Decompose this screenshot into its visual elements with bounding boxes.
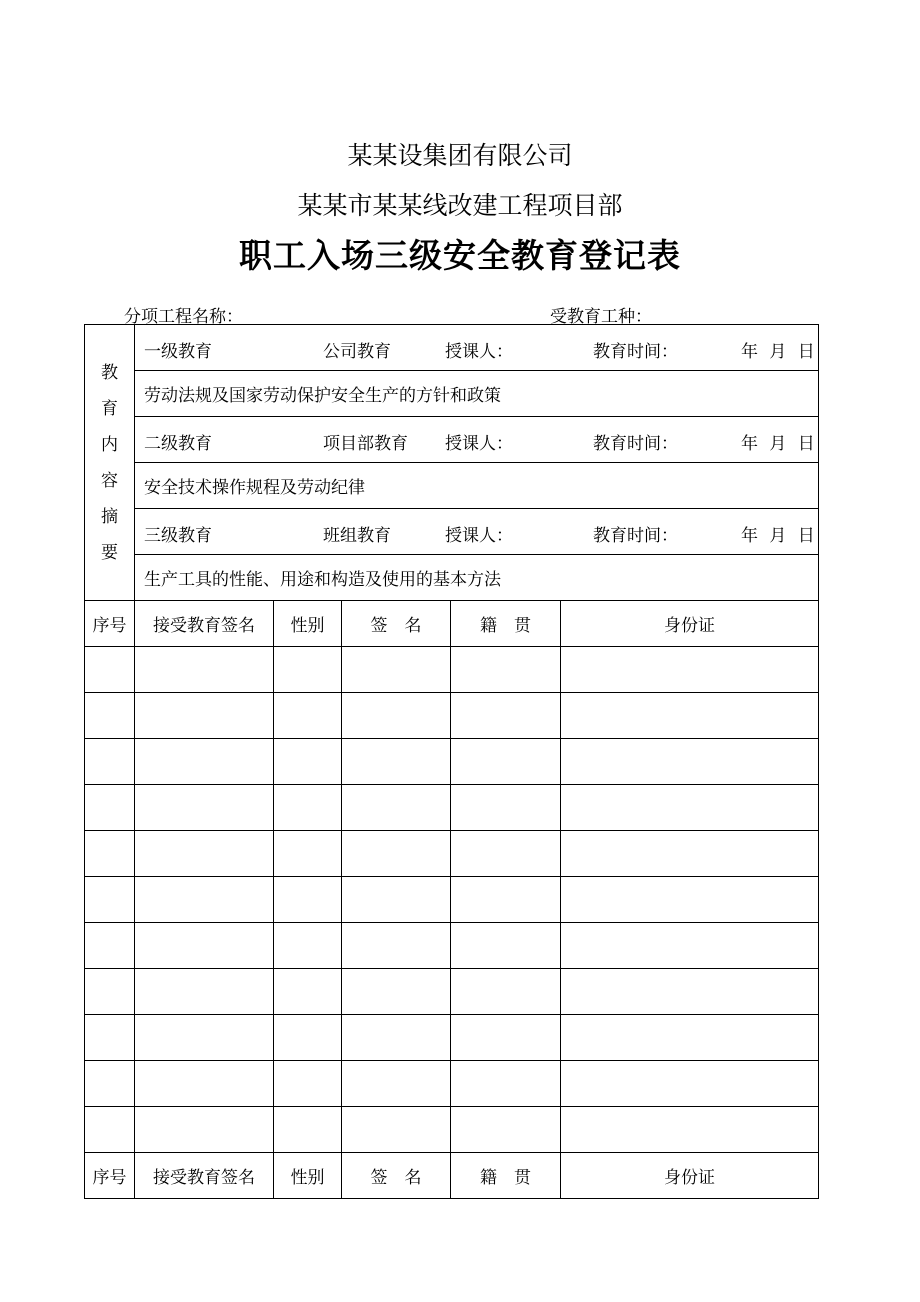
gender-cell[interactable]: [274, 647, 342, 693]
level-2-date-field[interactable]: 年 月 日: [741, 434, 815, 454]
signature-received-cell[interactable]: [135, 739, 274, 785]
native-place-cell[interactable]: [451, 1015, 561, 1061]
id-card-cell[interactable]: [561, 739, 819, 785]
level-1-header-row: [135, 325, 819, 371]
seq-cell[interactable]: [85, 785, 135, 831]
gender-cell[interactable]: [274, 739, 342, 785]
signature-received-cell[interactable]: [135, 1061, 274, 1107]
footer-header-row: [85, 1153, 819, 1199]
seq-cell[interactable]: [85, 1015, 135, 1061]
id-card-cell[interactable]: [561, 693, 819, 739]
native-place-cell[interactable]: [451, 693, 561, 739]
seq-cell[interactable]: [85, 1107, 135, 1153]
level-3-time-label: 教育时间：: [593, 526, 678, 546]
id-card-cell[interactable]: [561, 923, 819, 969]
column-header-row: [85, 601, 819, 647]
level-2-scope: 项目部教育: [323, 434, 408, 454]
id-card-cell[interactable]: [561, 969, 819, 1015]
signature-cell[interactable]: [342, 739, 451, 785]
signature-received-cell[interactable]: [135, 1015, 274, 1061]
level-3-header-row: [135, 509, 819, 555]
native-place-cell[interactable]: [451, 877, 561, 923]
signature-received-cell[interactable]: [135, 923, 274, 969]
table-row: [85, 647, 819, 693]
table-row: [85, 693, 819, 739]
col-header-id-card: 身份证: [561, 601, 819, 647]
native-place-cell[interactable]: [451, 923, 561, 969]
native-place-cell[interactable]: [451, 785, 561, 831]
col-header-seq: 序号: [85, 601, 135, 647]
seq-cell[interactable]: [85, 1061, 135, 1107]
signature-cell[interactable]: [342, 647, 451, 693]
level-1-date-field[interactable]: 年 月 日: [741, 342, 815, 362]
native-place-cell[interactable]: [451, 831, 561, 877]
col-header-native-place: 籍 贯: [451, 601, 561, 647]
side-char: 摘: [101, 506, 118, 527]
signature-cell[interactable]: [342, 1061, 451, 1107]
registration-table: [84, 324, 819, 1199]
project-name-label: 分项工程名称：: [124, 307, 243, 327]
native-place-cell[interactable]: [451, 739, 561, 785]
side-char: 育: [101, 398, 118, 419]
table-row: [85, 785, 819, 831]
level-2-instructor-field[interactable]: 授课人：: [445, 434, 513, 454]
level-1-name: 一级教育: [144, 342, 212, 362]
gender-cell[interactable]: [274, 831, 342, 877]
footer-header-native-place: 籍 贯: [451, 1153, 561, 1199]
signature-cell[interactable]: [342, 785, 451, 831]
level-1-content: 劳动法规及国家劳动保护安全生产的方针和政策: [135, 371, 819, 417]
signature-cell[interactable]: [342, 923, 451, 969]
table-row: [85, 877, 819, 923]
signature-received-cell[interactable]: [135, 969, 274, 1015]
id-card-cell[interactable]: [561, 1015, 819, 1061]
level-3-name: 三级教育: [144, 526, 212, 546]
footer-header-signature: 签 名: [342, 1153, 451, 1199]
table-row: [85, 739, 819, 785]
seq-cell[interactable]: [85, 831, 135, 877]
col-header-gender: 性别: [274, 601, 342, 647]
footer-header-gender: 性别: [274, 1153, 342, 1199]
form-title: 职工入场三级安全教育登记表: [239, 236, 681, 275]
signature-received-cell[interactable]: [135, 785, 274, 831]
native-place-cell[interactable]: [451, 969, 561, 1015]
footer-header-signature-received: 接受教育签名: [135, 1153, 274, 1199]
signature-received-cell[interactable]: [135, 877, 274, 923]
gender-cell[interactable]: [274, 923, 342, 969]
side-char: 内: [101, 434, 118, 455]
side-char: 容: [101, 470, 118, 491]
level-1-scope: 公司教育: [323, 342, 391, 362]
gender-cell[interactable]: [274, 785, 342, 831]
trade-label: 受教育工种：: [550, 307, 652, 327]
gender-cell[interactable]: [274, 693, 342, 739]
signature-cell[interactable]: [342, 1107, 451, 1153]
level-2-time-label: 教育时间：: [593, 434, 678, 454]
gender-cell[interactable]: [274, 1107, 342, 1153]
signature-received-cell[interactable]: [135, 1107, 274, 1153]
side-char: 教: [101, 362, 118, 383]
signature-cell[interactable]: [342, 877, 451, 923]
company-name: 某某设集团有限公司: [347, 141, 573, 170]
native-place-cell[interactable]: [451, 647, 561, 693]
col-header-signature-received: 接受教育签名: [135, 601, 274, 647]
level-1-time-label: 教育时间：: [593, 342, 678, 362]
signature-received-cell[interactable]: [135, 693, 274, 739]
seq-cell[interactable]: [85, 647, 135, 693]
level-1-instructor-field[interactable]: 授课人：: [445, 342, 513, 362]
level-2-header-row: [135, 417, 819, 463]
signature-cell[interactable]: [342, 1015, 451, 1061]
seq-cell[interactable]: [85, 923, 135, 969]
seq-cell[interactable]: [85, 969, 135, 1015]
id-card-cell[interactable]: [561, 1107, 819, 1153]
id-card-cell[interactable]: [561, 1061, 819, 1107]
signature-cell[interactable]: [342, 969, 451, 1015]
footer-header-id-card: 身份证: [561, 1153, 819, 1199]
table-row: [85, 969, 819, 1015]
signature-cell[interactable]: [342, 831, 451, 877]
seq-cell[interactable]: [85, 877, 135, 923]
gender-cell[interactable]: [274, 969, 342, 1015]
signature-received-cell[interactable]: [135, 647, 274, 693]
table-row: [85, 831, 819, 877]
level-2-content: 安全技术操作规程及劳动纪律: [135, 463, 819, 509]
id-card-cell[interactable]: [561, 877, 819, 923]
table-row: [85, 1015, 819, 1061]
level-3-date-field[interactable]: 年 月 日: [741, 526, 815, 546]
gender-cell[interactable]: [274, 1061, 342, 1107]
table-row: [85, 923, 819, 969]
native-place-cell[interactable]: [451, 1061, 561, 1107]
footer-header-seq: 序号: [85, 1153, 135, 1199]
table-row: [85, 1107, 819, 1153]
id-card-cell[interactable]: [561, 647, 819, 693]
seq-cell[interactable]: [85, 693, 135, 739]
gender-cell[interactable]: [274, 1015, 342, 1061]
side-char: 要: [101, 542, 118, 563]
table-row: [85, 1061, 819, 1107]
department-name: 某某市某某线改建工程项目部: [297, 191, 623, 220]
summary-side-label: [85, 325, 135, 601]
level-3-content: 生产工具的性能、用途和构造及使用的基本方法: [135, 555, 819, 601]
level-3-instructor-field[interactable]: 授课人：: [445, 526, 513, 546]
native-place-cell[interactable]: [451, 1107, 561, 1153]
id-card-cell[interactable]: [561, 785, 819, 831]
id-card-cell[interactable]: [561, 831, 819, 877]
seq-cell[interactable]: [85, 739, 135, 785]
level-3-scope: 班组教育: [323, 526, 391, 546]
signature-cell[interactable]: [342, 693, 451, 739]
level-2-name: 二级教育: [144, 434, 212, 454]
signature-received-cell[interactable]: [135, 831, 274, 877]
col-header-signature: 签 名: [342, 601, 451, 647]
gender-cell[interactable]: [274, 877, 342, 923]
